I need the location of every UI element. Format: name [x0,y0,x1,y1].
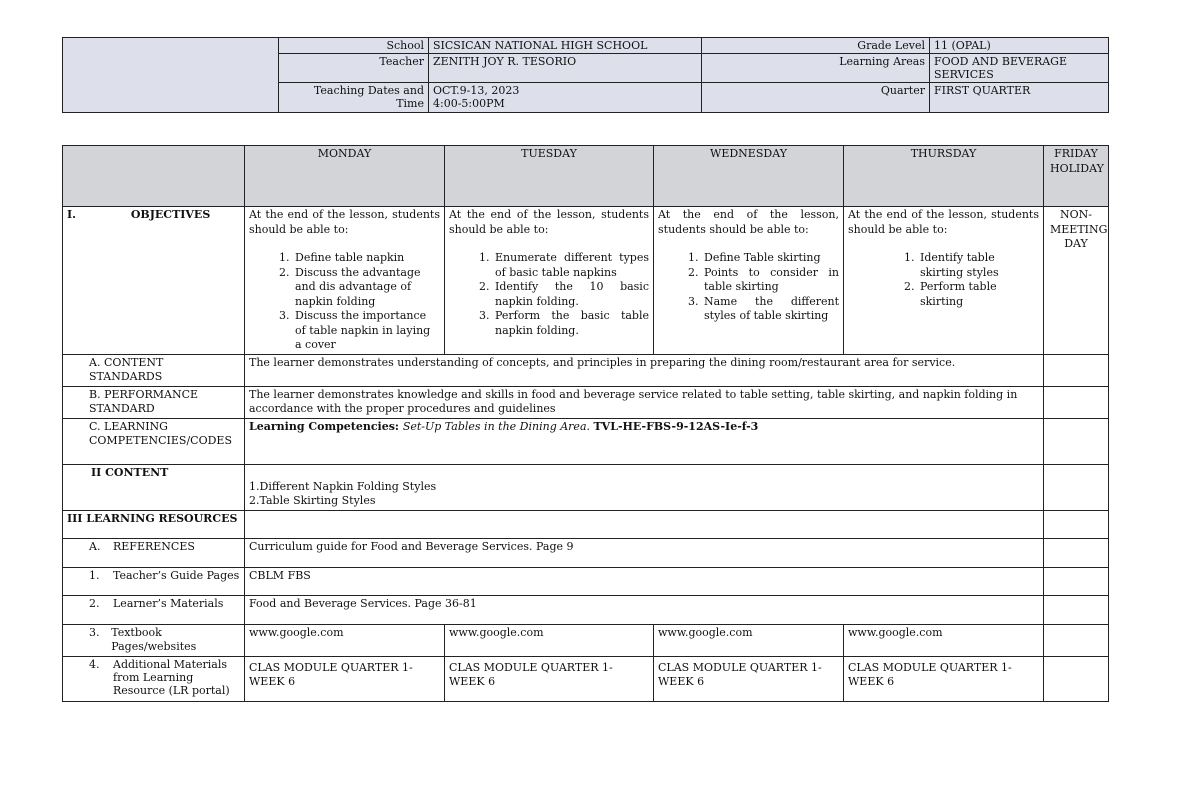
empty-cell [1044,354,1109,386]
teacher-label: Teacher [279,54,429,83]
competencies-value: Learning Competencies: Set-Up Tables in the Dining Area. TVL-HE-FBS-9-12AS-Ie-f-3 [245,418,1044,464]
learning-areas-value: FOOD AND BEVERAGE SERVICES [930,54,1109,83]
objectives-intro: At the end of the lesson, students should be able to: [249,208,440,236]
day-thursday: THURSDAY [844,146,1044,207]
objectives-intro: At the end of the lesson, students should be able to: [848,208,1039,236]
learners-materials-value: Food and Beverage Services. Page 36-81 [245,595,1044,624]
list-item: 1. Identify table skirting styles [918,251,1039,280]
empty-cell [1044,595,1109,624]
list-item: 3. Discuss the importance of table napkin in laying a cover [293,309,440,353]
am-line-1: CLAS MODULE QUARTER 1- [658,660,822,674]
objectives-wednesday [654,207,844,355]
additional-materials-monday [245,656,445,701]
references-title: REFERENCES [113,539,195,553]
empty-cell [1044,624,1109,656]
learning-areas-label: Learning Areas [702,54,930,83]
additional-materials-title: Additional Materials from Learning Resource (LR portal) [113,657,230,697]
additional-materials-tuesday [445,656,654,701]
list-item: 3. Name the different styles of table skirting [702,295,839,324]
grade-level-label: Grade Level [702,38,930,54]
am-line-1: CLAS MODULE QUARTER 1- [848,660,1012,674]
teachers-guide-title: Teacher’s Guide Pages [113,568,240,582]
empty-cell [1044,464,1109,510]
competencies-prefix: Learning Competencies [249,419,395,433]
competencies-num: C. [89,419,101,433]
day-wednesday: WEDNESDAY [654,146,844,207]
list-item: 3. Perform the basic table napkin folding. [493,309,649,338]
am-line-1: CLAS MODULE QUARTER 1- [249,660,413,674]
teaching-dates-line-1: OCT.9-13, 2023 [433,84,520,97]
textbook-tuesday: www.google.com [445,624,654,656]
header-table [62,37,1109,113]
learners-materials-title: Learner’s Materials [113,596,224,610]
additional-materials-wednesday [654,656,844,701]
content-standards-num: A. [89,355,101,369]
teaching-dates-value [429,83,702,113]
objectives-title: OBJECTIVES [130,208,211,221]
textbook-monday: www.google.com [245,624,445,656]
textbook-thursday: www.google.com [844,624,1044,656]
content-line-2: 2.Table Skirting Styles [249,494,376,507]
objectives-num: I. [67,208,76,221]
performance-standard-label [63,386,245,418]
ii-content-value [245,464,1044,510]
objectives-tuesday [445,207,654,355]
performance-standard-title: PERFORMANCE STANDARD [89,387,199,415]
list-item: 2. Perform table skirting [918,280,1039,309]
empty-cell [1044,538,1109,567]
content-standards-value: The learner demonstrates understanding of concepts, and principles in preparing the dining room/restaurant area for service. [245,354,1044,386]
teaching-dates-line-2: 4:00-5:00PM [433,97,505,110]
performance-standard-num: B. [89,387,101,401]
competencies-italic: Set-Up Tables in the Dining Area. [402,419,590,433]
day-monday: MONDAY [245,146,445,207]
am-line-2: WEEK 6 [658,675,705,688]
textbook-label [63,624,245,656]
day-tuesday: TUESDAY [445,146,654,207]
empty-cell [1044,386,1109,418]
objectives-label [63,207,245,355]
teachers-guide-label [63,567,245,595]
corner-cell [63,146,245,207]
teachers-guide-value: CBLM FBS [245,567,1044,595]
textbook-num: 3. [89,625,100,639]
ii-content-label: II CONTENT [63,464,245,510]
content-line-1: 1.Different Napkin Folding Styles [249,479,437,493]
competencies-code: TVL-HE-FBS-9-12AS-Ie-f-3 [593,419,759,433]
objectives-thursday [844,207,1044,355]
quarter-value: FIRST QUARTER [930,83,1109,113]
additional-materials-num: 4. [89,657,100,671]
empty-cell [1044,418,1109,464]
am-line-2: WEEK 6 [249,675,296,688]
objectives-friday: NON-MEETING DAY [1044,207,1109,355]
performance-standard-value: The learner demonstrates knowledge and skills in food and beverage service related to table setting, table skirting, and napkin folding in accordance with the proper procedures and guidelines [245,386,1044,418]
teaching-dates-label: Teaching Dates and Time [279,83,429,113]
teachers-guide-num: 1. [89,568,100,582]
objectives-intro: At the end of the lesson, students should be able to: [658,208,839,236]
empty-cell [1044,656,1109,701]
list-item: 1. Define Table skirting [702,251,839,266]
list-item: 2. Points to consider in table skirting [702,266,839,295]
content-standards-title: CONTENT STANDARDS [89,355,164,383]
references-label [63,538,245,567]
quarter-label: Quarter [702,83,930,113]
objectives-intro: At the end of the lesson, students should be able to: [449,208,649,236]
day-friday: FRIDAY HOLIDAY [1044,146,1109,207]
empty-cell [1044,510,1109,538]
list-item: 2. Discuss the advantage and dis advantage of napkin folding [293,266,440,310]
grade-level-value: 11 (OPAL) [930,38,1109,54]
am-line-2: WEEK 6 [449,675,496,688]
learning-resources-label: III LEARNING RESOURCES [63,510,245,538]
competencies-label [63,418,245,464]
references-num: A. [89,539,101,553]
textbook-title: Textbook Pages/websites [111,625,197,653]
content-standards-label [63,354,245,386]
am-line-2: WEEK 6 [848,675,895,688]
teacher-value: ZENITH JOY R. TESORIO [429,54,702,83]
objectives-monday [245,207,445,355]
list-item: 1. Enumerate different types of basic table napkins [493,251,649,280]
references-value: Curriculum guide for Food and Beverage Services. Page 9 [245,538,1044,567]
list-item: 1. Define table napkin [293,251,440,266]
competencies-title: LEARNING COMPETENCIES/CODES [89,419,232,447]
textbook-wednesday: www.google.com [654,624,844,656]
am-line-1: CLAS MODULE QUARTER 1- [449,660,613,674]
learners-materials-label [63,595,245,624]
lesson-table [62,145,1109,702]
school-value: SICSICAN NATIONAL HIGH SCHOOL [429,38,702,54]
additional-materials-thursday [844,656,1044,701]
school-label: School [279,38,429,54]
list-item: 2. Identify the 10 basic napkin folding. [493,280,649,309]
logo-cell [63,38,279,113]
empty-cell [1044,567,1109,595]
additional-materials-label [63,656,245,701]
learning-resources-value [245,510,1044,538]
learners-materials-num: 2. [89,596,100,610]
